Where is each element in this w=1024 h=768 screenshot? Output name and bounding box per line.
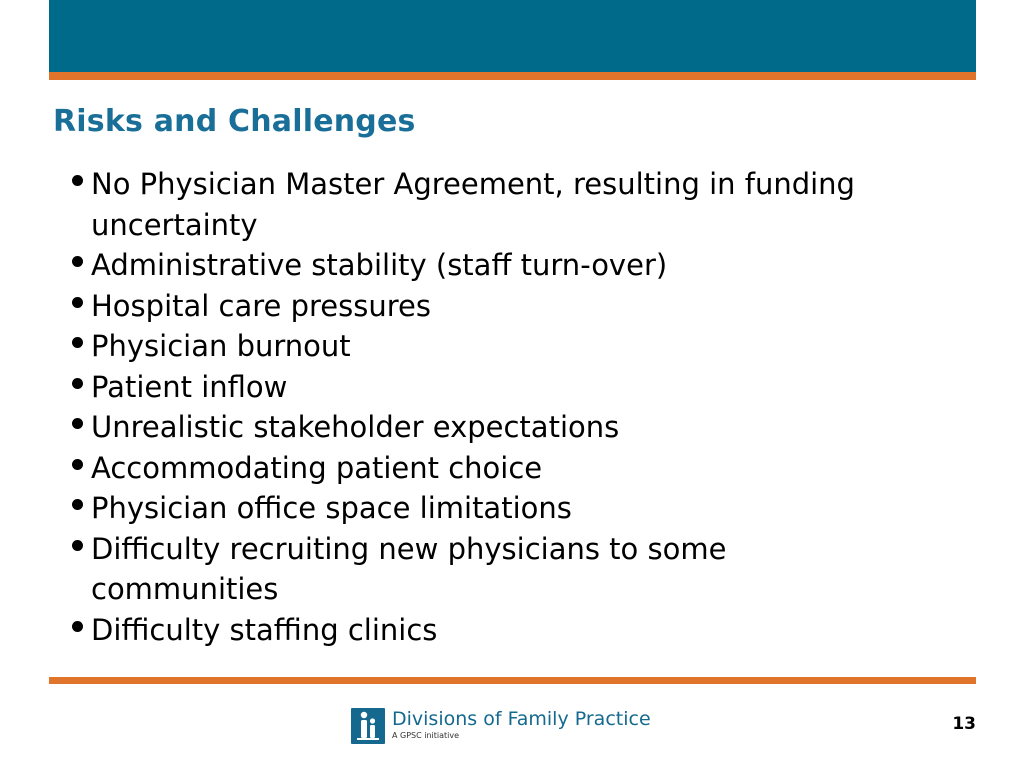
family-figures-icon	[351, 708, 385, 744]
logo-text	[392, 708, 651, 742]
bullet-icon	[72, 297, 83, 308]
bullet-icon	[72, 175, 83, 186]
footer-accent-rule	[49, 677, 976, 684]
bullet-text: Physician burnout	[91, 329, 351, 363]
bullet-item	[70, 610, 890, 651]
bullet-text: Administrative stability (staff turn-over)	[91, 248, 668, 282]
bullet-item	[70, 488, 890, 529]
bullet-icon	[72, 499, 83, 510]
bullet-item	[70, 367, 890, 408]
slide-title: Risks and Challenges	[53, 104, 416, 139]
family-figures-icon-svg	[351, 708, 385, 744]
divisions-logo	[351, 708, 651, 746]
logo-name: Divisions of Family Practice	[392, 708, 651, 730]
bullet-icon	[72, 418, 83, 429]
bullet-text: Difficulty recruiting new physicians to some communities	[91, 531, 727, 606]
bullet-icon	[72, 378, 83, 389]
bullet-item	[70, 286, 890, 327]
bullet-text: Hospital care pressures	[91, 288, 431, 323]
bullet-icon	[72, 540, 83, 551]
header-band	[49, 0, 976, 72]
bullet-item	[70, 326, 890, 367]
bullet-item	[70, 448, 890, 489]
bullet-icon	[72, 621, 83, 632]
bullet-text: Physician office space limitations	[91, 491, 572, 525]
bullet-icon	[72, 256, 83, 267]
bullet-list	[70, 164, 890, 650]
bullet-icon	[72, 459, 83, 470]
bullet-text: Unrealistic stakeholder expectations	[91, 410, 620, 444]
bullet-text: Difficulty staffing clinics	[91, 612, 438, 647]
logo-tagline: A GPSC initiative	[392, 731, 460, 740]
page-number: 13	[952, 714, 976, 734]
bullet-text: Patient inflow	[91, 369, 288, 404]
bullet-item	[70, 529, 890, 610]
bullet-item	[70, 164, 890, 245]
bullet-item	[70, 407, 890, 448]
bullet-item	[70, 245, 890, 286]
bullet-text: Accommodating patient choice	[91, 450, 543, 485]
bullet-text: No Physician Master Agreement, resulting in funding uncertainty	[91, 167, 855, 242]
header-accent-rule	[49, 72, 976, 80]
bullet-icon	[72, 337, 83, 348]
